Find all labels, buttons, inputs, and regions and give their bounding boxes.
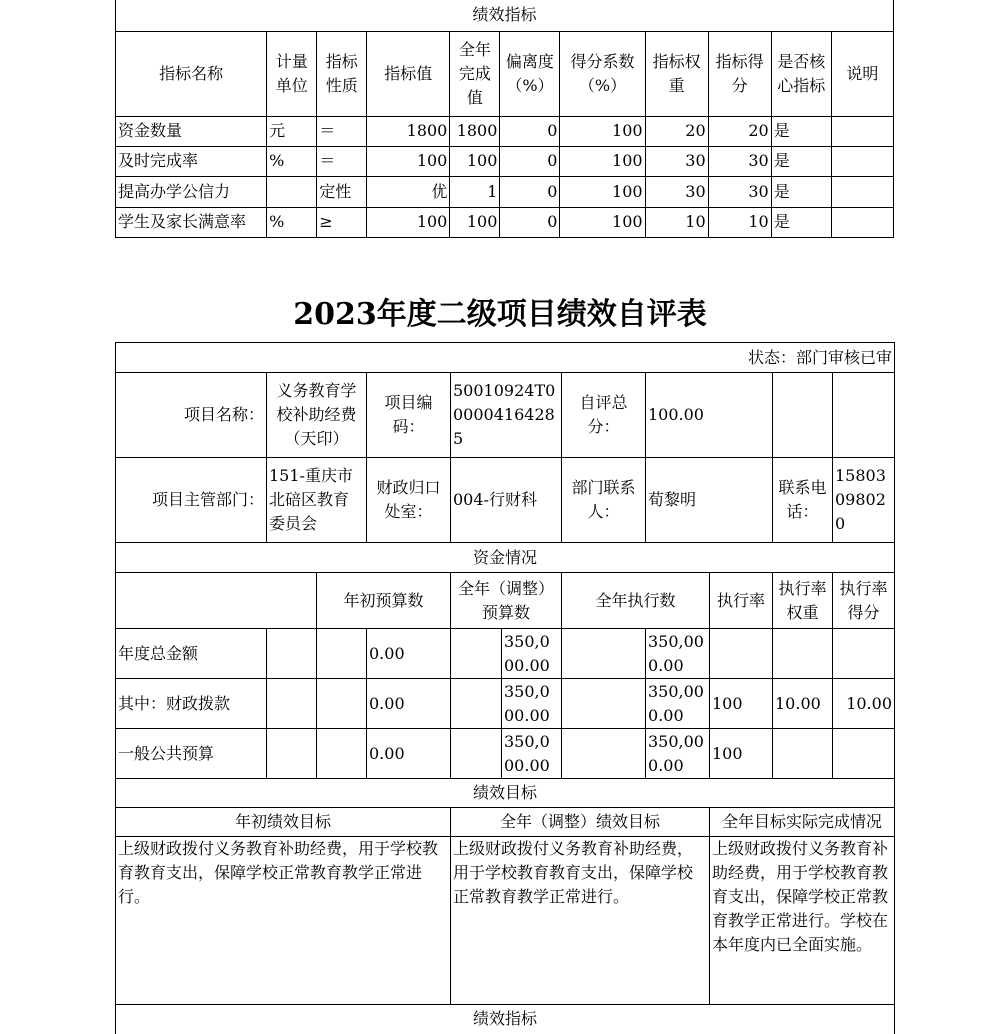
header-rate-score: 执行率得分 [833,573,895,629]
row-nature: ＝ [317,146,367,176]
row-nature: 定性 [317,176,367,207]
funds-weight [773,629,833,679]
header-core: 是否核心指标 [771,31,831,116]
goal-initial-header: 年初绩效目标 [116,808,451,837]
row-coefficient: 100 [560,116,645,146]
project-code-label: 项目编码： [367,373,451,458]
row-target: 100 [367,146,450,176]
header-exec-rate: 执行率 [710,573,773,629]
funds-row-label: 年度总金额 [116,629,267,679]
table-row [116,729,895,779]
funds-initial: 0.00 [367,729,451,779]
row-note [831,207,893,237]
table-row [116,207,894,237]
contact-person-value: 荀黎明 [646,458,773,543]
row-score: 20 [708,116,771,146]
table-row [116,116,894,146]
managing-dept-label: 项目主管部门： [116,458,267,543]
row-note [831,146,893,176]
indicator-section-title: 绩效指标 [116,0,894,31]
row-unit: 元 [267,116,317,146]
row-name: 资金数量 [116,116,267,146]
funds-weight [773,729,833,779]
funds-adjusted: 350,000.00 [502,729,562,779]
funds-score [833,629,895,679]
phone-value: 15803098020 [833,458,895,543]
goal-initial-text: 上级财政拨付义务教育补助经费，用于学校教育教育支出，保障学校正常教育教学正常进行。 [116,837,451,1005]
row-deviation: 0 [500,207,560,237]
row-coefficient: 100 [560,176,645,207]
header-coefficient: 得分系数（%） [560,31,645,116]
row-coefficient: 100 [560,207,645,237]
funds-initial: 0.00 [367,629,451,679]
row-score: 30 [708,146,771,176]
row-nature: ≥ [317,207,367,237]
project-name-label: 项目名称： [116,373,267,458]
finance-office-label: 财政归口处室： [367,458,451,543]
row-nature: ＝ [317,116,367,146]
row-actual: 100 [450,146,500,176]
row-target: 1800 [367,116,450,146]
row-note [831,176,893,207]
header-unit: 计量单位 [267,31,317,116]
goal-adjusted-text: 上级财政拨付义务教育补助经费，用于学校教育教育支出，保障学校正常教育教学正常进行。 [451,837,710,1005]
row-weight: 10 [645,207,708,237]
row-actual: 1 [450,176,500,207]
table-row [116,176,894,207]
funds-weight: 10.00 [773,679,833,729]
row-coefficient: 100 [560,146,645,176]
header-adjusted-budget: 全年（调整）预算数 [451,573,562,629]
row-actual: 1800 [450,116,500,146]
header-executed: 全年执行数 [562,573,710,629]
row-deviation: 0 [500,176,560,207]
row-name: 提高办学公信力 [116,176,267,207]
document-title: 2023年度二级项目绩效自评表 [293,297,707,332]
contact-person-label: 部门联系人： [562,458,646,543]
row-core: 是 [771,116,831,146]
funds-executed: 350,000.00 [646,629,710,679]
funds-initial: 0.00 [367,679,451,729]
row-unit [267,176,317,207]
bottom-indicator-section-title: 绩效指标 [116,1005,895,1034]
funds-row-label: 一般公共预算 [116,729,267,779]
row-actual: 100 [450,207,500,237]
header-indicator-name: 指标名称 [116,31,267,116]
table-row [116,629,895,679]
row-unit: % [267,207,317,237]
funds-adjusted: 350,000.00 [502,629,562,679]
funds-executed: 350,000.00 [646,729,710,779]
goal-adjusted-header: 全年（调整）绩效目标 [451,808,710,837]
row-unit: % [267,146,317,176]
row-note [831,116,893,146]
row-target: 100 [367,207,450,237]
header-note: 说明 [831,31,893,116]
header-deviation: 偏离度（%） [500,31,560,116]
row-core: 是 [771,176,831,207]
header-rate-weight: 执行率权重 [773,573,833,629]
self-evaluation-table [115,342,895,1034]
status-label: 状态：部门审核已审 [116,343,895,373]
project-name-value: 义务教育学校补助经费（天印） [267,373,367,458]
finance-office-value: 004-行财科 [451,458,562,543]
row-weight: 30 [645,146,708,176]
header-weight: 指标权重 [645,31,708,116]
row-deviation: 0 [500,146,560,176]
row-name: 学生及家长满意率 [116,207,267,237]
funds-rate: 100 [710,729,773,779]
funds-rate [710,629,773,679]
row-core: 是 [771,146,831,176]
goal-actual-text: 上级财政拨付义务教育补助经费，用于学校教育教育支出，保障学校正常教育教学正常进行。学校在本年度内已全面实施。 [710,837,895,1005]
table-row [116,146,894,176]
row-weight: 30 [645,176,708,207]
row-score: 10 [708,207,771,237]
self-score-value: 100.00 [646,373,773,458]
header-actual: 全年完成值 [450,31,500,116]
table-row [116,679,895,729]
row-deviation: 0 [500,116,560,146]
funds-rate: 100 [710,679,773,729]
header-score: 指标得分 [708,31,771,116]
phone-label: 联系电话： [773,458,833,543]
header-target: 指标值 [367,31,450,116]
indicator-table-top [115,0,894,238]
funds-adjusted: 350,000.00 [502,679,562,729]
funds-executed: 350,000.00 [646,679,710,729]
row-core: 是 [771,207,831,237]
funds-row-label: 其中：财政拨款 [116,679,267,729]
funds-section-title: 资金情况 [116,543,895,573]
funds-score: 10.00 [833,679,895,729]
self-score-label: 自评总分： [562,373,646,458]
header-initial-budget: 年初预算数 [317,573,451,629]
goals-section-title: 绩效目标 [116,779,895,808]
row-name: 及时完成率 [116,146,267,176]
row-score: 30 [708,176,771,207]
row-target: 优 [367,176,450,207]
managing-dept-value: 151-重庆市北碚区教育委员会 [267,458,367,543]
project-code-value: 50010924T000004164285 [451,373,562,458]
header-nature: 指标性质 [317,31,367,116]
goal-actual-header: 全年目标实际完成情况 [710,808,895,837]
funds-score [833,729,895,779]
row-weight: 20 [645,116,708,146]
